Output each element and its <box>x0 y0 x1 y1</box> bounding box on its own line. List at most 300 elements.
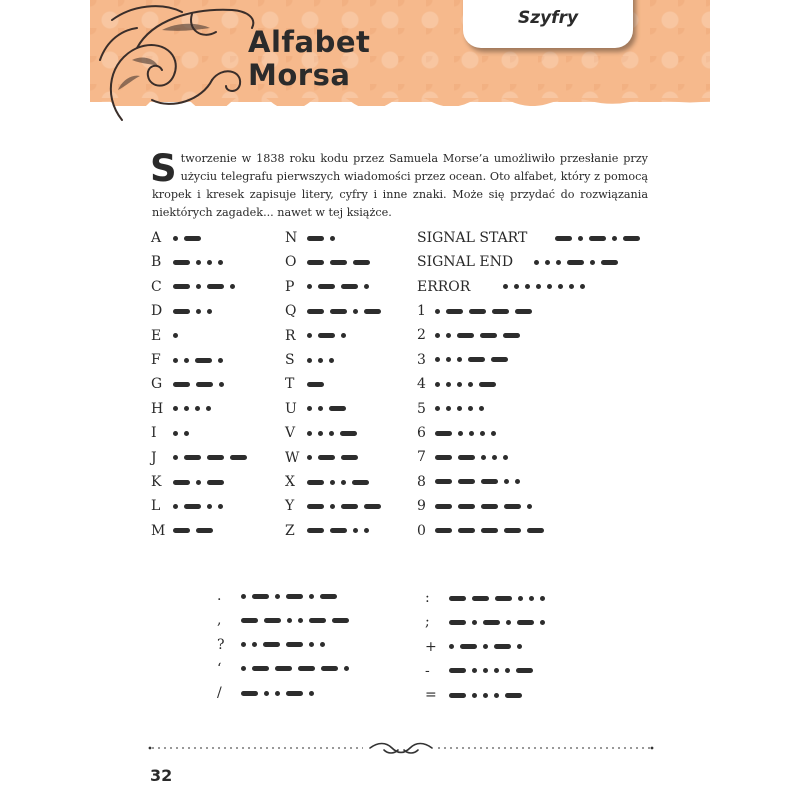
morse-dash <box>341 504 358 509</box>
morse-code <box>435 504 532 509</box>
morse-dot <box>307 358 312 363</box>
morse-dot <box>435 357 440 362</box>
morse-code <box>503 284 585 289</box>
letter-label: C <box>151 278 162 295</box>
morse-dash <box>492 309 509 314</box>
morse-dot <box>540 596 545 601</box>
morse-dot <box>458 431 463 436</box>
morse-dash <box>252 594 269 599</box>
morse-dash <box>435 504 452 509</box>
morse-dot <box>569 284 574 289</box>
morse-dot <box>472 620 477 625</box>
morse-code <box>307 480 369 485</box>
morse-dash <box>330 260 347 265</box>
morse-dash <box>252 666 269 671</box>
letter-label: N <box>285 230 298 246</box>
morse-dash <box>307 260 324 265</box>
morse-dash <box>309 618 326 623</box>
section-tab <box>463 0 633 48</box>
letter-row <box>151 279 235 295</box>
letter-row <box>151 523 213 539</box>
punctuation-label: . <box>217 588 222 604</box>
morse-dash <box>184 236 201 241</box>
morse-dash <box>483 620 500 625</box>
morse-dot <box>558 284 563 289</box>
digit-label: 3 <box>417 351 426 368</box>
letter-label: V <box>285 425 296 442</box>
punctuation-row <box>425 590 545 606</box>
morse-dot <box>590 260 595 265</box>
morse-dash <box>458 504 475 509</box>
drop-cap: S <box>150 147 177 191</box>
morse-dot <box>534 260 539 265</box>
morse-dot <box>612 236 617 241</box>
punctuation-row <box>425 639 522 655</box>
morse-dot <box>503 455 508 460</box>
letter-row <box>285 328 346 344</box>
intro-text: tworzenie w 1838 roku kodu przez Samuela Morse’a umożliwiło przesłanie przy użyciu telegrafu pierwszych wiadomości przez ocean. Oto alfabet, który z pomocą kropek i kresek zapisuje litery, cyfry i inne znaki. Może się przydać do rozwiązania niektórych zagadek... nawet w tej książce. <box>152 152 648 220</box>
morse-dash <box>589 236 606 241</box>
morse-dash <box>495 596 512 601</box>
morse-dot <box>457 382 462 387</box>
morse-dot <box>329 431 334 436</box>
morse-dash <box>318 284 335 289</box>
digit-row <box>417 376 496 392</box>
morse-dot <box>218 504 223 509</box>
letter-label: W <box>285 449 300 466</box>
morse-dash <box>329 406 346 411</box>
punctuation-label: - <box>425 662 430 679</box>
morse-dash <box>481 504 498 509</box>
morse-code <box>449 644 522 649</box>
digit-label: 2 <box>417 327 426 344</box>
morse-dash <box>173 260 190 265</box>
letter-label: Y <box>285 498 295 515</box>
morse-dash <box>527 528 544 533</box>
morse-code <box>173 382 224 387</box>
morse-code <box>241 618 349 623</box>
morse-dash <box>472 596 489 601</box>
punctuation-row <box>217 588 337 604</box>
morse-dot <box>527 504 532 509</box>
morse-dot <box>446 333 451 338</box>
morse-dot <box>218 260 223 265</box>
morse-dot <box>494 693 499 698</box>
morse-dash <box>449 693 466 698</box>
morse-dot <box>556 260 561 265</box>
punctuation-label: / <box>217 685 222 702</box>
morse-code <box>449 596 545 601</box>
morse-code <box>435 309 532 314</box>
morse-dash <box>318 333 335 338</box>
morse-dot <box>241 642 246 647</box>
morse-dash <box>341 284 358 289</box>
morse-dash <box>307 309 324 314</box>
morse-dash <box>330 528 347 533</box>
morse-dot <box>483 668 488 673</box>
morse-dot <box>353 528 358 533</box>
morse-dash <box>503 333 520 338</box>
morse-dash <box>241 691 258 696</box>
morse-code <box>241 666 349 671</box>
morse-dash <box>505 693 522 698</box>
letter-label: A <box>151 230 162 246</box>
morse-code <box>241 691 314 696</box>
morse-dot <box>469 431 474 436</box>
morse-dot <box>483 693 488 698</box>
morse-dot <box>287 618 292 623</box>
morse-dot <box>446 382 451 387</box>
letter-row <box>151 498 223 514</box>
morse-dot <box>494 668 499 673</box>
morse-dot <box>504 479 509 484</box>
morse-dash <box>173 528 190 533</box>
title-line-2: Morsa <box>248 58 351 92</box>
morse-dot <box>503 284 508 289</box>
morse-dash <box>435 455 452 460</box>
letter-row <box>285 474 369 490</box>
letter-label: E <box>151 327 162 344</box>
morse-dash <box>435 479 452 484</box>
morse-dot <box>252 642 257 647</box>
morse-dot <box>449 644 454 649</box>
digit-label: 5 <box>417 400 426 417</box>
letter-label: D <box>151 303 163 320</box>
morse-dash <box>479 382 496 387</box>
morse-code <box>307 455 358 460</box>
morse-dot <box>309 594 314 599</box>
morse-dash <box>286 691 303 696</box>
morse-code <box>449 693 522 698</box>
letter-row <box>285 425 357 441</box>
morse-dot <box>309 691 314 696</box>
morse-dot <box>536 284 541 289</box>
letter-label: Z <box>285 522 295 539</box>
morse-dash <box>195 358 212 363</box>
morse-dot <box>241 594 246 599</box>
morse-dot <box>218 358 223 363</box>
morse-code <box>449 668 533 673</box>
morse-dot <box>457 406 462 411</box>
separator-flourish-icon <box>370 744 432 754</box>
morse-dot <box>275 691 280 696</box>
morse-code <box>307 284 369 289</box>
morse-dash <box>307 504 324 509</box>
morse-code <box>173 284 235 289</box>
morse-code <box>307 382 324 387</box>
morse-code <box>173 358 223 363</box>
morse-dot <box>318 431 323 436</box>
morse-code <box>173 480 224 485</box>
morse-code <box>435 528 544 533</box>
morse-dash <box>307 236 324 241</box>
morse-dot <box>275 594 280 599</box>
morse-dash <box>446 309 463 314</box>
punctuation-row <box>425 687 522 703</box>
morse-dash <box>494 644 511 649</box>
morse-dot <box>173 333 178 338</box>
morse-dot <box>364 528 369 533</box>
morse-code <box>173 333 178 338</box>
letter-row <box>285 352 334 368</box>
morse-dot <box>207 309 212 314</box>
morse-dash <box>330 309 347 314</box>
morse-dash <box>601 260 618 265</box>
morse-dash <box>207 480 224 485</box>
letter-row <box>285 230 335 246</box>
morse-dash <box>491 357 508 362</box>
morse-code <box>435 455 508 460</box>
morse-code <box>534 260 618 265</box>
morse-code <box>449 620 545 625</box>
morse-dash <box>449 596 466 601</box>
morse-dot <box>518 596 523 601</box>
punctuation-row <box>217 685 314 701</box>
morse-dash <box>515 309 532 314</box>
morse-code <box>307 236 335 241</box>
morse-dot <box>307 406 312 411</box>
morse-dot <box>506 620 511 625</box>
morse-code <box>307 309 381 314</box>
digit-label: 7 <box>417 449 426 466</box>
punctuation-row <box>425 663 533 679</box>
morse-dash <box>307 382 324 387</box>
letter-row <box>285 450 358 466</box>
morse-dot <box>517 644 522 649</box>
morse-dash <box>352 480 369 485</box>
morse-dash <box>264 618 281 623</box>
morse-dash <box>332 618 349 623</box>
letter-label: L <box>151 498 161 515</box>
morse-dot <box>173 504 178 509</box>
digit-row <box>417 523 544 539</box>
digit-row <box>417 303 532 319</box>
morse-dot <box>307 333 312 338</box>
morse-dot <box>184 358 189 363</box>
digit-label: 6 <box>417 425 426 441</box>
morse-dash <box>504 504 521 509</box>
digit-label: 1 <box>417 303 426 319</box>
morse-dot <box>196 260 201 265</box>
morse-dot <box>320 642 325 647</box>
letter-row <box>285 401 346 417</box>
letter-row <box>151 450 247 466</box>
morse-dash <box>230 455 247 460</box>
morse-dash <box>364 309 381 314</box>
morse-dash <box>298 666 315 671</box>
digit-label: 4 <box>417 376 426 393</box>
letter-row <box>151 376 224 392</box>
baroque-ornament <box>92 0 262 128</box>
morse-dot <box>230 284 235 289</box>
signal-row <box>417 279 585 295</box>
letter-row <box>285 303 381 319</box>
morse-dot <box>196 284 201 289</box>
morse-dot <box>264 691 269 696</box>
morse-code <box>435 479 520 484</box>
morse-dot <box>446 357 451 362</box>
morse-code <box>241 594 337 599</box>
morse-code <box>173 406 211 411</box>
signal-label: SIGNAL END <box>417 254 514 271</box>
morse-dash <box>340 431 357 436</box>
morse-dash <box>207 284 224 289</box>
morse-dash <box>353 260 370 265</box>
signal-label: ERROR <box>417 278 471 295</box>
morse-dot <box>435 333 440 338</box>
morse-dash <box>516 668 533 673</box>
morse-code <box>307 431 357 436</box>
letter-row <box>285 376 324 392</box>
morse-dash <box>468 357 485 362</box>
letter-label: R <box>285 327 296 344</box>
letter-label: M <box>151 522 166 539</box>
morse-dash <box>457 333 474 338</box>
morse-dot <box>318 406 323 411</box>
digit-label: 8 <box>417 473 426 490</box>
morse-dash <box>341 455 358 460</box>
morse-dot <box>481 455 486 460</box>
morse-dot <box>309 642 314 647</box>
morse-dash <box>567 260 584 265</box>
signal-row <box>417 254 618 270</box>
section-tab-label: Szyfry <box>517 8 579 28</box>
morse-dot <box>468 382 473 387</box>
morse-dash <box>321 666 338 671</box>
morse-dot <box>173 455 178 460</box>
punctuation-row <box>217 637 325 653</box>
signal-label: SIGNAL START <box>417 230 528 246</box>
morse-dash <box>555 236 572 241</box>
letter-label: S <box>285 352 295 368</box>
letter-row <box>151 230 201 246</box>
morse-dot <box>241 666 246 671</box>
morse-dot <box>173 431 178 436</box>
morse-code <box>307 333 346 338</box>
punctuation-label: = <box>425 687 437 704</box>
punctuation-label: ? <box>217 636 225 653</box>
digit-row <box>417 327 520 343</box>
morse-dot <box>173 406 178 411</box>
morse-dash <box>449 668 466 673</box>
punctuation-row <box>217 661 349 677</box>
morse-dot <box>514 284 519 289</box>
digit-label: 9 <box>417 498 426 515</box>
morse-dash <box>184 504 201 509</box>
digit-row <box>417 352 508 368</box>
punctuation-row <box>425 614 545 630</box>
morse-dash <box>481 479 498 484</box>
footer-separator <box>148 740 654 756</box>
morse-dot <box>479 406 484 411</box>
morse-dot <box>472 693 477 698</box>
morse-dot <box>344 666 349 671</box>
morse-dot <box>457 357 462 362</box>
page-title <box>248 26 370 92</box>
morse-code <box>435 431 496 436</box>
morse-dash <box>196 528 213 533</box>
letter-label: G <box>151 376 163 393</box>
morse-dot <box>468 406 473 411</box>
morse-dot <box>505 668 510 673</box>
letter-label: T <box>285 376 295 393</box>
morse-dot <box>330 480 335 485</box>
morse-code <box>307 406 346 411</box>
morse-code <box>173 236 201 241</box>
morse-dash <box>449 620 466 625</box>
letter-label: P <box>285 278 295 295</box>
morse-code <box>435 333 520 338</box>
morse-dot <box>364 284 369 289</box>
morse-dot <box>219 382 224 387</box>
morse-dot <box>173 358 178 363</box>
letter-label: U <box>285 400 297 417</box>
morse-code <box>173 504 223 509</box>
morse-dash <box>481 528 498 533</box>
letter-label: O <box>285 254 297 271</box>
morse-dash <box>458 528 475 533</box>
morse-dash <box>318 455 335 460</box>
punctuation-label: , <box>217 612 222 629</box>
morse-dot <box>515 479 520 484</box>
morse-code <box>173 260 223 265</box>
letter-row <box>285 254 370 270</box>
morse-dash <box>320 594 337 599</box>
letter-label: F <box>151 352 161 368</box>
morse-dash <box>623 236 640 241</box>
letter-row <box>151 328 178 344</box>
title-line-1: Alfabet <box>248 25 371 59</box>
morse-dot <box>195 406 200 411</box>
morse-dash <box>517 620 534 625</box>
morse-dot <box>580 284 585 289</box>
letter-row <box>285 523 369 539</box>
morse-code <box>307 260 370 265</box>
morse-dot <box>446 406 451 411</box>
signal-row <box>417 230 640 246</box>
morse-dot <box>529 596 534 601</box>
morse-code <box>173 309 212 314</box>
morse-dot <box>173 236 178 241</box>
morse-dash <box>435 528 452 533</box>
morse-dot <box>547 284 552 289</box>
morse-dot <box>329 358 334 363</box>
morse-dot <box>207 260 212 265</box>
letter-row <box>285 279 369 295</box>
digit-row <box>417 449 508 465</box>
letter-row <box>151 401 211 417</box>
morse-dash <box>263 642 280 647</box>
letter-row <box>151 254 223 270</box>
digit-row <box>417 498 532 514</box>
morse-dash <box>364 504 381 509</box>
morse-code <box>173 455 247 460</box>
morse-dot <box>318 358 323 363</box>
morse-dot <box>545 260 550 265</box>
digit-row <box>417 425 496 441</box>
letter-label: Q <box>285 303 297 320</box>
morse-dot <box>307 431 312 436</box>
morse-dash <box>460 644 477 649</box>
letter-label: X <box>285 474 295 490</box>
morse-dash <box>286 642 303 647</box>
morse-dot <box>184 431 189 436</box>
morse-dash <box>307 528 324 533</box>
intro-paragraph <box>150 147 648 222</box>
letter-row <box>285 498 381 514</box>
morse-dot <box>492 455 497 460</box>
punctuation-label: : <box>425 590 430 606</box>
